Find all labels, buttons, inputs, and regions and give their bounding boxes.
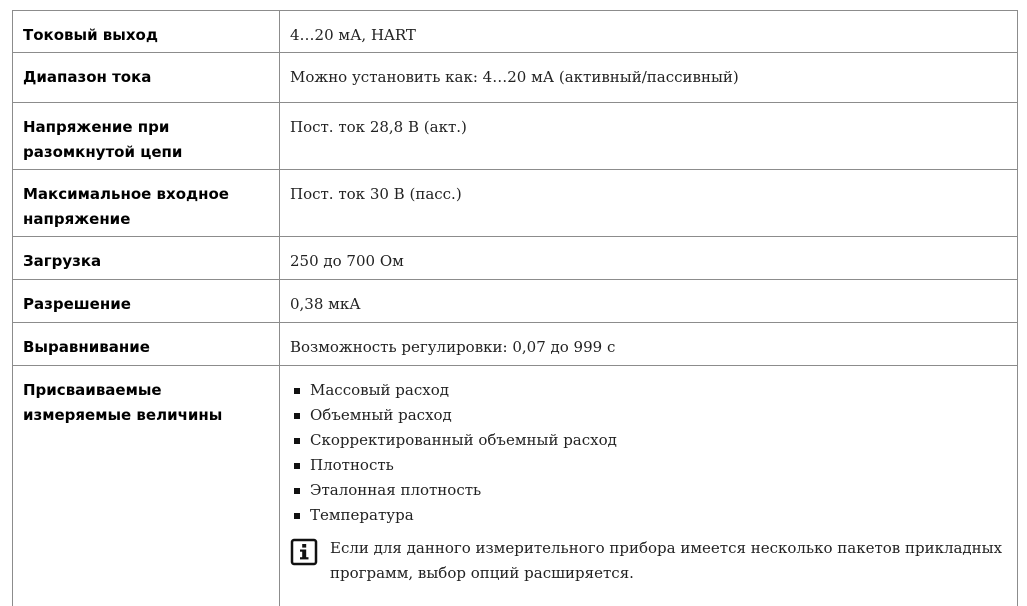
row-label: Выравнивание [13,323,280,366]
row-label: Напряжение при разомкнутой цепи [13,103,280,170]
row-value: Можно установить как: 4…20 мА (активный/пассивный) [280,53,1018,103]
row-label: Загрузка [13,237,280,280]
row-value: 4…20 мА, HART [280,11,1018,53]
info-note [290,536,1007,586]
row-label: Разрешение [13,280,280,323]
row-value: Возможность регулировки: 0,07 до 999 с [280,323,1018,366]
table-row [13,237,1018,280]
info-icon [290,538,320,566]
table-row [13,170,1018,237]
table-row [13,323,1018,366]
row-value [280,366,1018,606]
specification-table [12,10,1018,606]
list-item: Плотность [290,453,1007,478]
table-row [13,366,1018,606]
list-item: Массовый расход [290,378,1007,403]
list-item: Эталонная плотность [290,478,1007,503]
row-label: Максимальное входное напряжение [13,170,280,237]
row-label: Токовый выход [13,11,280,53]
table-row [13,11,1018,53]
row-value: 250 до 700 Ом [280,237,1018,280]
row-value: Пост. ток 30 В (пасс.) [280,170,1018,237]
row-value: 0,38 мкА [280,280,1018,323]
measured-variables-list [290,378,1007,528]
row-label: Диапазон тока [13,53,280,103]
table-row [13,103,1018,170]
list-item: Объемный расход [290,403,1007,428]
note-text: Если для данного измерительного прибора имеется несколько пакетов прикладных программ, выбор опций расширяется. [330,539,1003,582]
list-item: Температура [290,503,1007,528]
row-label: Присваиваемые измеряемые величины [13,366,280,606]
row-value: Пост. ток 28,8 В (акт.) [280,103,1018,170]
list-item: Скорректированный объемный расход [290,428,1007,453]
table-row [13,280,1018,323]
table-row [13,53,1018,103]
